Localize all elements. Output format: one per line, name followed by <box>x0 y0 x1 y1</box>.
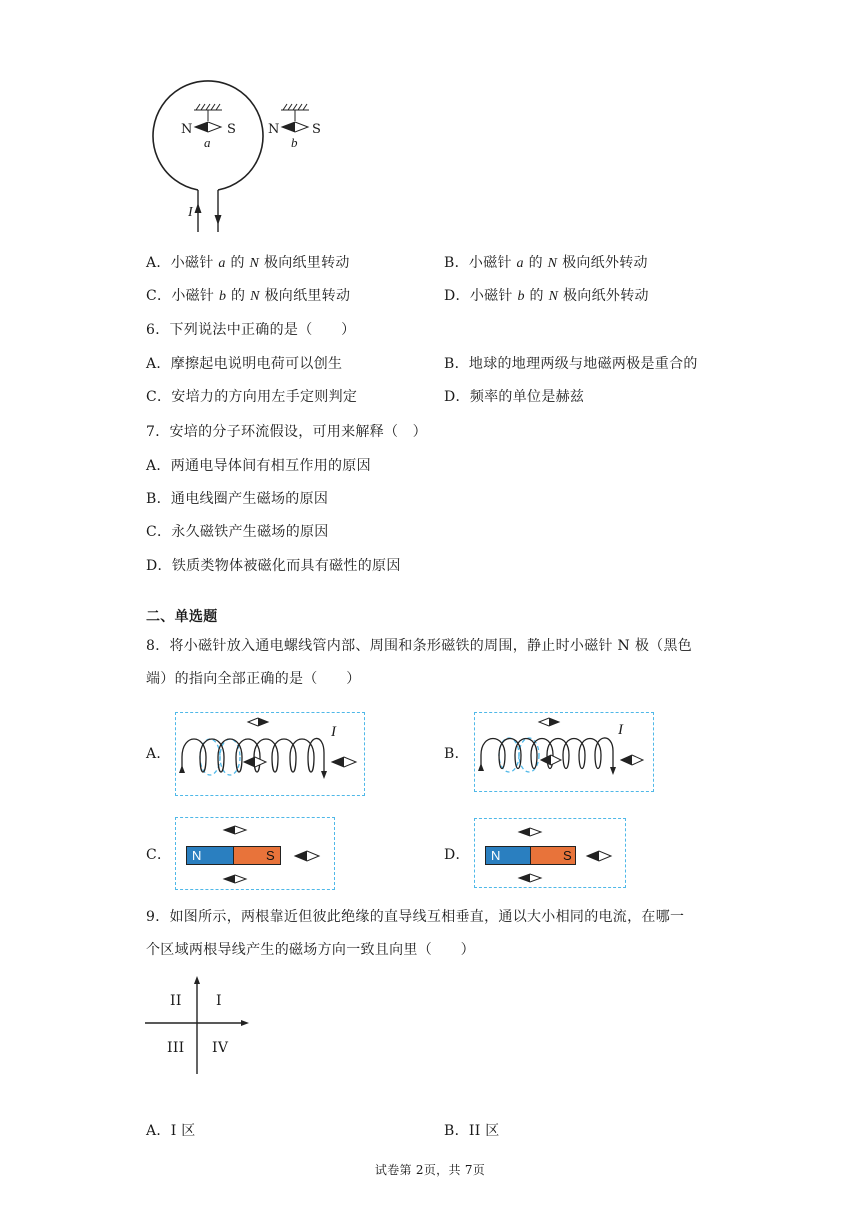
q6-option-b: B．地球的地理两级与地磁两极是重合的 <box>444 356 698 372</box>
q5-option-d: D．小磁针 b 的 N 极向纸外转动 <box>444 288 649 304</box>
region-iii-label: III <box>167 1040 185 1056</box>
q5-option-b: B．小磁针 a 的 N 极向纸外转动 <box>444 255 648 271</box>
q9-option-b: B．II 区 <box>444 1123 500 1139</box>
q7-option-c: C．永久磁铁产生磁场的原因 <box>146 524 329 540</box>
region-iv-label: IV <box>212 1040 229 1056</box>
region-ii-label: II <box>170 993 182 1009</box>
q8-a-current-label: I <box>331 724 337 740</box>
q7-stem: 7．安培的分子环流假设，可用来解释（ ） <box>146 424 427 440</box>
loop-needle-figure <box>140 70 340 240</box>
q9-option-a: A．I 区 <box>146 1123 196 1139</box>
q9-stem-line1: 9．如图所示，两根靠近但彼此绝缘的直导线互相垂直，通以大小相同的电流，在哪一 <box>146 909 685 925</box>
q8-label-b: B． <box>444 746 469 762</box>
current-label: I <box>188 205 193 220</box>
q8-label-c: C． <box>146 847 172 863</box>
q5-option-a: A．小磁针 a 的 N 极向纸里转动 <box>146 255 350 271</box>
q6-stem: 6．下列说法中正确的是（ ） <box>146 322 356 338</box>
q7-option-b: B．通电线圈产生磁场的原因 <box>146 491 329 507</box>
section-heading: 二、单选题 <box>146 609 218 625</box>
magnet-n-label-d: N <box>491 848 501 863</box>
q5-option-c: C．小磁针 b 的 N 极向纸里转动 <box>146 288 351 304</box>
solenoid-figure-b <box>475 713 653 791</box>
q8-label-a: A． <box>146 746 171 762</box>
magnet-s-label-c: S <box>266 848 275 863</box>
q9-stem-line2: 个区域两根导线产生的磁场方向一致且向里（ ） <box>146 942 475 958</box>
q8-stem-line2: 端）的指向全部正确的是（ ） <box>146 671 361 687</box>
q7-option-a: A．两通电导体间有相互作用的原因 <box>146 458 371 474</box>
q6-option-c: C．安培力的方向用左手定则判定 <box>146 389 358 405</box>
needle-b-s-label: S <box>312 122 322 137</box>
needle-b-label: b <box>291 135 298 150</box>
q6-option-d: D．频率的单位是赫兹 <box>444 389 585 405</box>
needle-b-n-label: N <box>268 122 280 137</box>
q8-stem-line1: 8．将小磁针放入通电螺线管内部、周围和条形磁铁的周围，静止时小磁针 N 极（黑色 <box>146 638 693 654</box>
q8-label-d: D． <box>444 847 470 863</box>
page-footer: 试卷第 2页，共 7页 <box>374 1163 486 1177</box>
q7-option-d: D．铁质类物体被磁化而具有磁性的原因 <box>146 558 401 574</box>
needle-a-s-label: S <box>227 122 237 137</box>
q6-option-a: A．摩擦起电说明电荷可以创生 <box>146 356 343 372</box>
needle-a-label: a <box>204 135 211 150</box>
q8-figure-b-box <box>474 712 654 792</box>
q8-b-current-label: I <box>618 722 624 738</box>
magnet-s-label-d: S <box>563 848 572 863</box>
q8-figure-a-box <box>175 712 365 796</box>
needle-a-n-label: N <box>181 122 193 137</box>
crossed-wires-figure <box>145 974 255 1078</box>
magnet-n-label-c: N <box>192 848 202 863</box>
region-i-label: I <box>216 993 222 1009</box>
